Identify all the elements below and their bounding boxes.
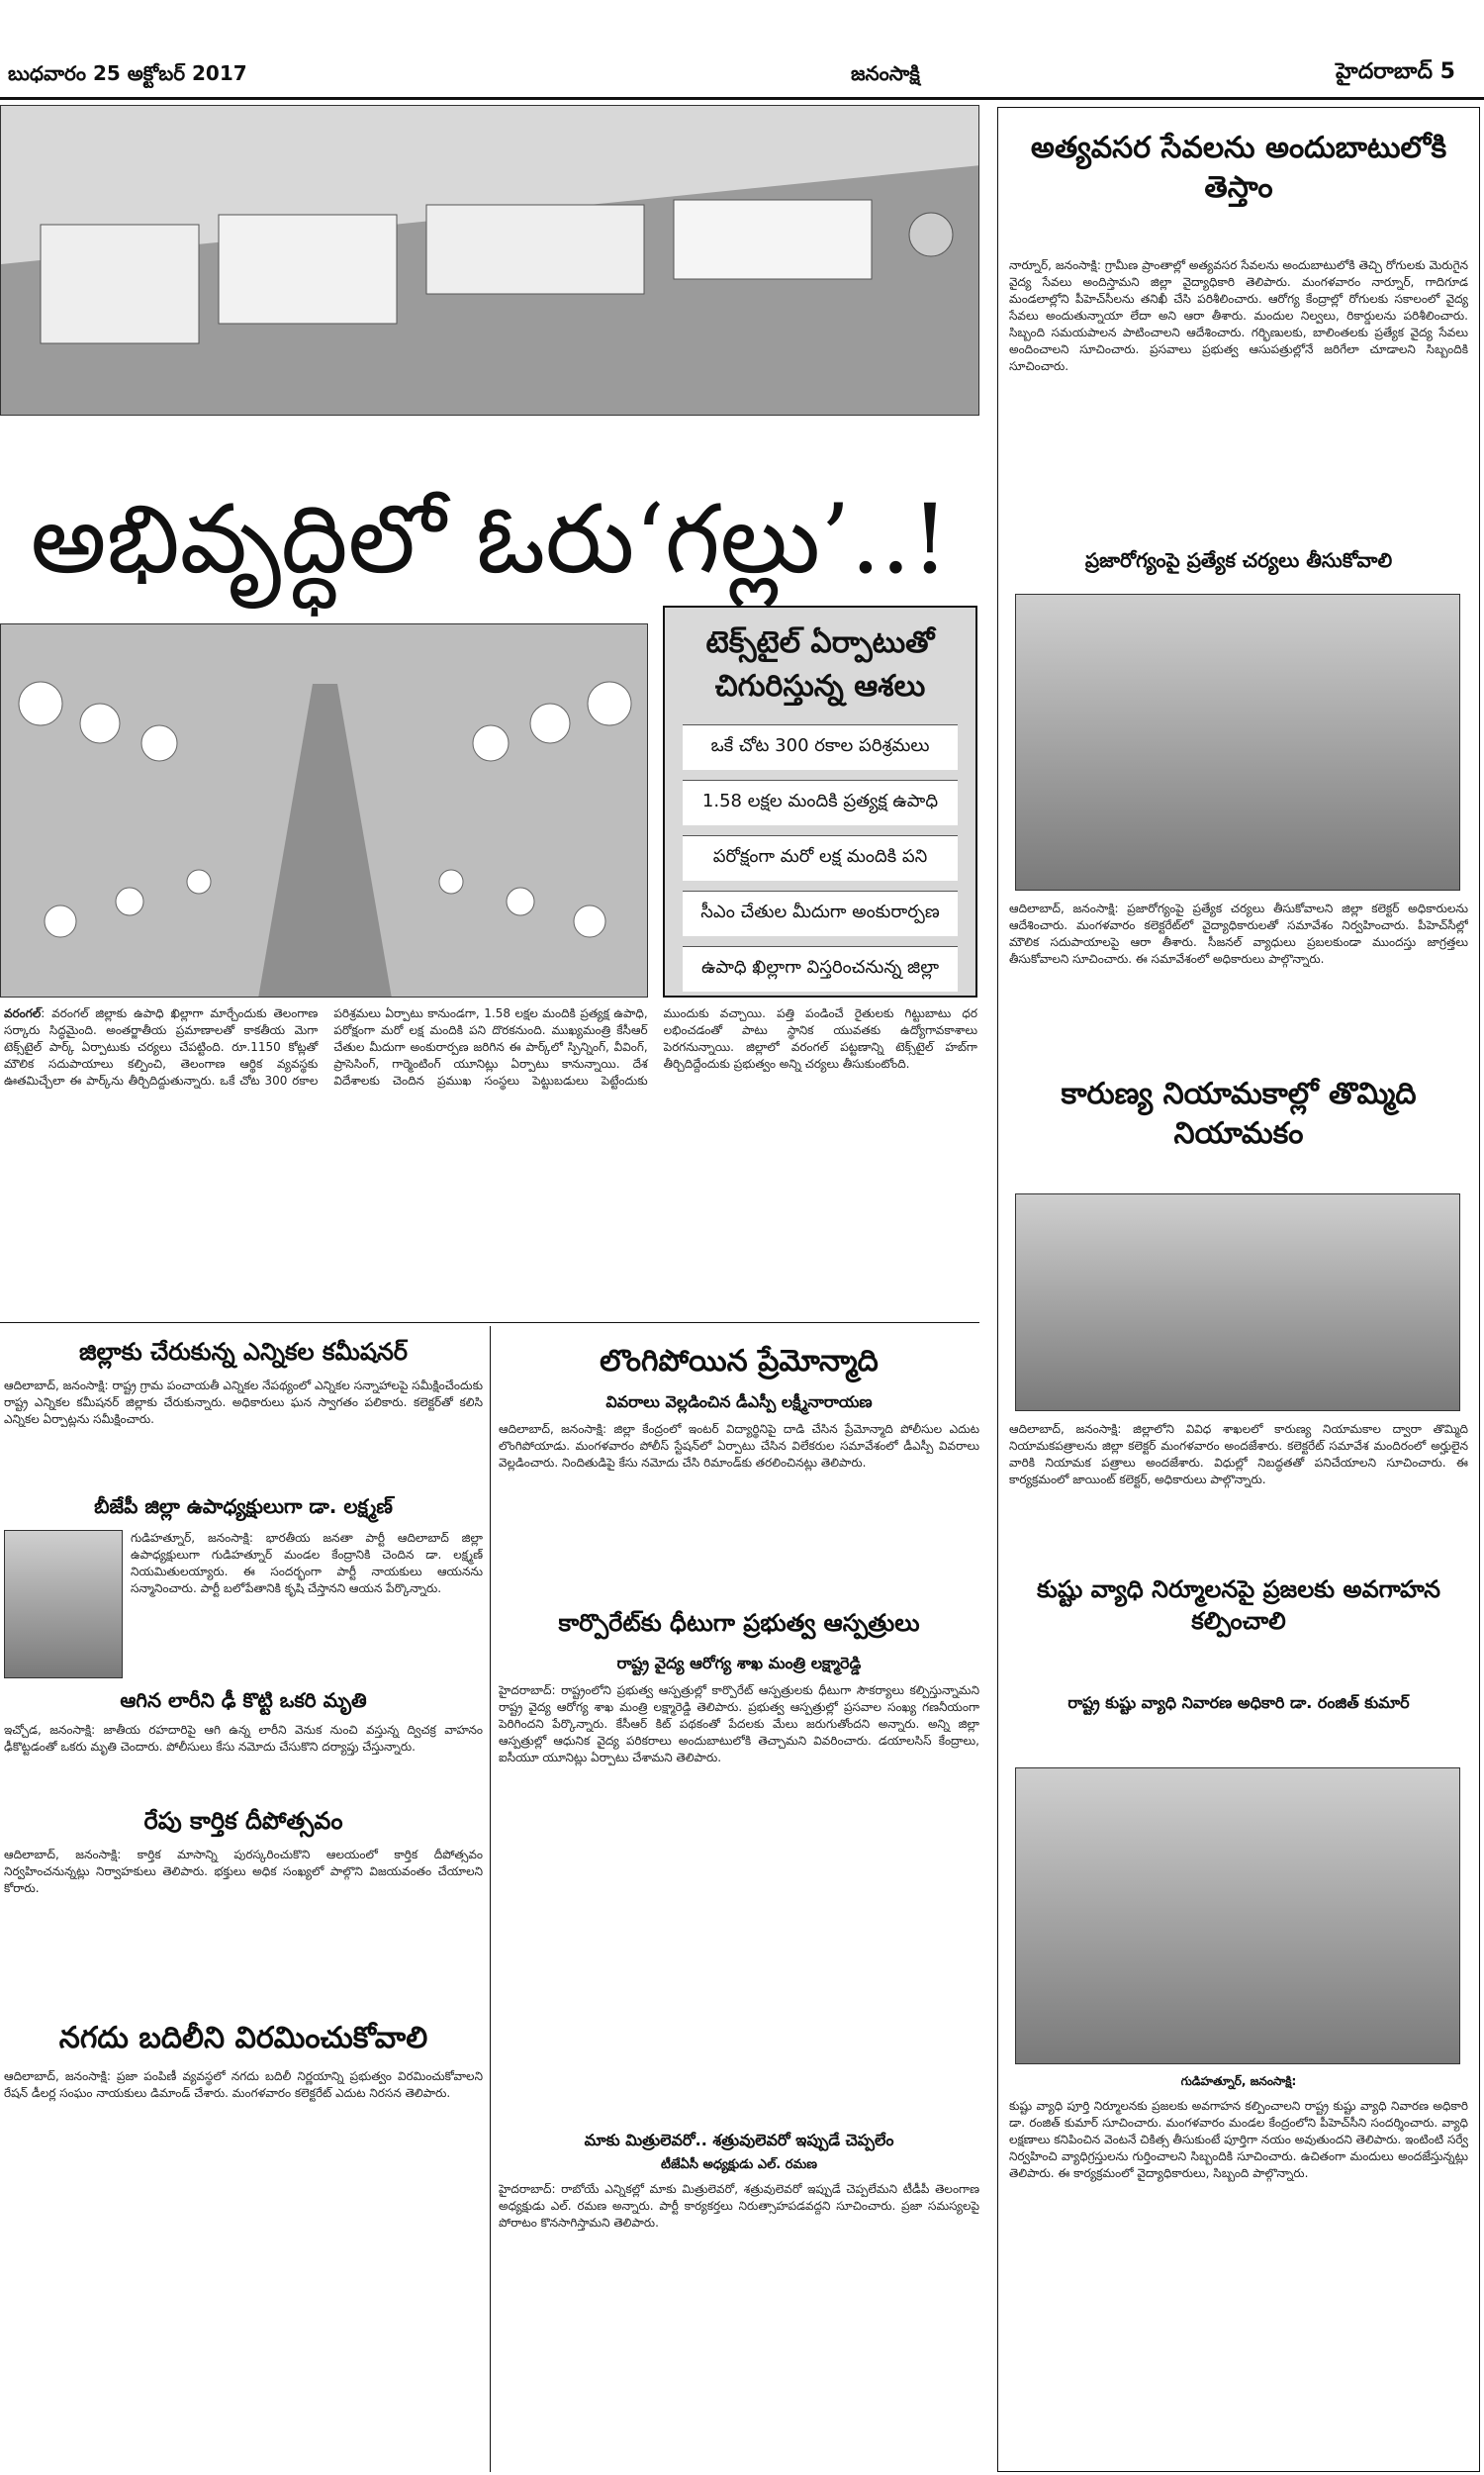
column-rule [490, 1326, 491, 2472]
bjp-vice-president-headline: బీజేపీ జిల్లా ఉపాధ్యక్షులుగా డా. లక్ష్మణ్ [94, 1494, 393, 1518]
highlights-box [663, 606, 977, 998]
stalker-surrender-deck: వివరాలు వెల్లడించిన డీఎస్పీ లక్ష్మీనారాయణ [605, 1392, 873, 1411]
highlight-item: ఒకే చోట 300 రకాల పరిశ్రమలు [683, 724, 958, 770]
compassionate-appointments-headline: కారుణ్య నియామకాల్లో తొమ్మిది నియామకం [1061, 1077, 1417, 1151]
election-commissioner-body: ఆదిలాబాద్, జనంసాక్షి: రాష్ట్ర గ్రామ పంచాయతీ ఎన్నికల నేపథ్యంలో ఎన్నికల సన్నాహాలపై సమీక్షించేందుకు రాష్ట్ర ఎన్నికల కమీషనర్ జిల్లాకు చేరుకున్నారు. అధికారులు ఘన స్వాగతం పలికారు. కలెక్టర్‌తో కలిసి ఎన్నికల ఏర్పాట్లను సమీక్షించారు. [4, 1379, 483, 1426]
emergency-services-headline: అత్యవసర సేవలను అందుబాటులోకి తెస్తాం [1030, 131, 1447, 205]
lead-dateline: వరంగల్ [4, 1006, 42, 1020]
govt-hospitals-body: హైదరాబాద్: రాష్ట్రంలోని ప్రభుత్వ ఆస్పత్రుల్లో కార్పొరేట్ ఆస్పత్రులకు ధీటుగా సౌకర్యాలు కల్పిస్తున్నామని రాష్ట్ర వైద్య ఆరోగ్య శాఖ మంత్రి లక్ష్మారెడ్డి తెలిపారు. ప్రభుత్వ ఆస్పత్రుల్లో ప్రసవాల సంఖ్య గణనీయంగా పెరిగిందని పేర్కొన్నారు. కేసీఆర్ కిట్ పథకంతో పేదలకు మేలు జరుగుతోందని అన్నారు. అన్ని జిల్లా ఆస్పత్రుల్లో ఆధునిక వైద్య పరికరాలు అందుబాటులోకి తెచ్చామని వివరించారు. డయాలసిస్ కేంద్రాలు, ఐసీయూ యూనిట్లు ఏర్పాటు చేశామని తెలిపారు. [499, 1683, 979, 1764]
lorry-accident-headline: ఆగిన లారీని ఢీ కొట్టి ఒకరి మృతి [120, 1688, 367, 1712]
lorry-accident-body: ఇచ్చోడ, జనంసాక్షి: జాతీయ రహదారిపై ఆగి ఉన్న లారీని వెనుక నుంచి వస్తున్న ద్విచక్ర వాహనం ఢీకొట్టడంతో ఒకరు మృతి చెందారు. పోలీసులు కేసు నమోదు చేసుకొని దర్యాప్తు చేస్తున్నారు. [4, 1723, 483, 1754]
page-number: 5 [1439, 59, 1455, 84]
public-health-body: ఆదిలాబాద్, జనంసాక్షి: ప్రజారోగ్యంపై ప్రత్యేక చర్యలు తీసుకోవాలని జిల్లా కలెక్టర్ అధికారులను ఆదేశించారు. మంగళవారం కలెక్టరేట్‌లో వైద్యాధికారులతో సమావేశం నిర్వహించారు. పీహెచ్‌సీల్లో మౌలిక సదుపాయాలపై ఆరా తీశారు. సీజనల్ వ్యాధులు ప్రబలకుండా ముందస్తు జాగ్రత్తలు తీసుకోవాలని సూచించారు. ఈ సమావేశంలో అధికారులు పాల్గొన్నారు. [1009, 902, 1468, 966]
spinning-mill-photo [0, 623, 648, 998]
leprosy-awareness-headline: కుష్టు వ్యాధి నిర్మూలనపై ప్రజలకు అవగాహన కల్పించాలి [1037, 1575, 1440, 1635]
compassionate-appointments-body: ఆదిలాబాద్, జనంసాక్షి: జిల్లాలోని వివిధ శాఖలలో కారుణ్య నియామకాల ద్వారా తొమ్మిది నియామకపత్రాలను జిల్లా కలెక్టర్ మంగళవారం అందజేశారు. కలెక్టరేట్ సమావేశ మందిరంలో అర్హులైన వారికి నియామక పత్రాలు అందజేశారు. విధుల్లో నిబద్ధతతో పనిచేయాలని సూచించారు. ఈ కార్యక్రమంలో జాయింట్ కలెక్టర్, అధికారులు పాల్గొన్నారు. [1009, 1422, 1468, 1486]
bjp-vice-president-body: గుడిహత్నూర్, జనంసాక్షి: భారతీయ జనతా పార్టీ ఆదిలాబాద్ జిల్లా ఉపాధ్యక్షులుగా గుడిహత్నూర్ మండల కేంద్రానికి చెందిన డా. లక్ష్మణ్ నియమితులయ్యారు. ఈ సందర్భంగా పార్టీ నాయకులు ఆయనను సన్మానించారు. పార్టీ బలోపేతానికి కృషి చేస్తానని ఆయన పేర్కొన్నారు. [131, 1531, 483, 1595]
highlight-item: 1.58 లక్షల మందికి ప్రత్యక్ష ఉపాధి [683, 780, 958, 825]
cash-transfer-headline: నగదు బదిలీని విరమించుకోవాలి [58, 2021, 428, 2055]
public-health-headline: ప్రజారోగ్యంపై ప్రత్యేక చర్యలు తీసుకోవాలి [1084, 548, 1393, 572]
stalker-surrender-headline: లొంగిపోయిన ప్రేమోన్మాది [600, 1344, 879, 1379]
highlight-item: సీఎం చేతుల మీదుగా అంకురార్పణ [683, 891, 958, 936]
avatar [4, 1530, 123, 1678]
leprosy-officer-photo [1015, 1767, 1460, 2064]
karthika-deepotsavam-headline: రేపు కార్తిక దీపోత్సవం [143, 1807, 343, 1835]
leprosy-awareness-deck: రాష్ట్ర కుష్టు వ్యాధి నివారణ అధికారి డా. రంజిత్ కుమార్ [1067, 1693, 1410, 1712]
lead-body-text: వరంగల్ జిల్లాకు ఉపాధి ఖిల్లాగా మార్చేందుకు తెలంగాణ సర్కారు సిద్ధమైంది. అంతర్జాతీయ ప్రమాణాలతో కాకతీయ మెగా టెక్స్‌టైల్ పార్క్ ఏర్పాటుకు చర్యలు చేపట్టింది. రూ.1150 కోట్లతో మౌలిక సదుపాయాలు కల్పించి, తెలంగాణ ఆర్థిక వ్యవస్థకు ఊతమిచ్చేలా ఈ పార్క్‌ను తీర్చిదిద్దుతున్నారు. ఒకే చోట 300 రకాల పరిశ్రమలు ఏర్పాటు కానుండగా, 1.58 లక్షల మందికి ప్రత్యక్ష ఉపాధి, పరోక్షంగా మరో లక్ష మందికి పని దొరకనుంది. ముఖ్యమంత్రి కేసీఆర్ చేతుల మీదుగా అంకురార్పణ జరిగిన ఈ పార్క్‌లో స్పిన్నింగ్, వీవింగ్, ప్రాసెసింగ్, గార్మెంటింగ్ యూనిట్లు ఏర్పాటు కానున్నాయి. దేశ విదేశాలకు చెందిన ప్రముఖ సంస్థలు పెట్టుబడులు పెట్టేందుకు ముందుకు వచ్చాయి. పత్తి పండించే రైతులకు గిట్టుబాటు ధర లభించడంతో పాటు స్థానిక యువతకు ఉద్యోగావకాశాలు పెరగనున్నాయి. జిల్లాలో వరంగల్ పట్టణాన్ని టెక్స్‌టైల్ హబ్‌గా తీర్చిదిద్దేందుకు ప్రభుత్వం అన్ని చర్యలు తీసుకుంటోంది. [4, 1006, 977, 1088]
newspaper-logo: జనంసాక్షి [851, 61, 920, 85]
textile-park-illustration [1, 106, 979, 416]
lead-body: వరంగల్: వరంగల్ జిల్లాకు ఉపాధి ఖిల్లాగా మార్చేందుకు తెలంగాణ సర్కారు సిద్ధమైంది. అంతర్జాతీయ ప్రమాణాలతో కాకతీయ మెగా టెక్స్‌టైల్ పార్క్ ఏర్పాటుకు చర్యలు చేపట్టింది. రూ.1150 కోట్లతో మౌలిక సదుపాయాలు కల్పించి, తెలంగాణ ఆర్థిక వ్యవస్థకు ఊతమిచ్చేలా ఈ పార్క్‌ను తీర్చిదిద్దుతున్నారు. ఒకే చోట 300 రకాల పరిశ్రమలు ఏర్పాటు కానుండగా, 1.58 లక్షల మందికి ప్రత్యక్ష ఉపాధి, పరోక్షంగా మరో లక్ష మందికి పని దొరకనుంది. ముఖ్యమంత్రి కేసీఆర్ చేతుల మీదుగా అంకురార్పణ జరిగిన ఈ పార్క్‌లో స్పిన్నింగ్, వీవింగ్, ప్రాసెసింగ్, గార్మెంటింగ్ యూనిట్లు ఏర్పాటు కానున్నాయి. దేశ విదేశాలకు చెందిన ప్రముఖ సంస్థలు పెట్టుబడులు పెట్టేందుకు ముందుకు వచ్చాయి. పత్తి పండించే రైతులకు గిట్టుబాటు ధర లభించడంతో పాటు స్థానిక యువతకు ఉద్యోగావకాశాలు పెరగనున్నాయి. జిల్లాలో వరంగల్ పట్టణాన్ని టెక్స్‌టైల్ హబ్‌గా తీర్చిదిద్దేందుకు ప్రభుత్వం అన్ని చర్యలు తీసుకుంటోంది. [4, 1006, 977, 1088]
govt-hospitals-headline: కార్పొరేట్‌కు ధీటుగా ప్రభుత్వ ఆస్పత్రులు [558, 1609, 920, 1637]
allies-enemies-headline: మాకు మిత్రులెవరో.. శత్రువులెవరో ఇప్పుడే చెప్పలేం [584, 2131, 894, 2149]
election-commissioner-headline: జిల్లాకు చేరుకున్న ఎన్నికల కమీషనర్ [78, 1338, 409, 1366]
allies-enemies-body: హైదరాబాద్: రాబోయే ఎన్నికల్లో మాకు మిత్రులెవరో, శత్రువులెవరో ఇప్పుడే చెప్పలేమని టీడీపీ తెలంగాణ అధ్యక్షుడు ఎల్. రమణ అన్నారు. పార్టీ కార్యకర్తలు నిరుత్సాహపడవద్దని సూచించారు. ప్రజా సమస్యలపై పోరాటం కొనసాగిస్తామని తెలిపారు. [499, 2182, 979, 2230]
cash-transfer-body: ఆదిలాబాద్, జనంసాక్షి: ప్రజా పంపిణీ వ్యవస్థలో నగదు బదిలీ నిర్ణయాన్ని ప్రభుత్వం విరమించుకోవాలని రేషన్ డీలర్ల సంఘం నాయకులు డిమాండ్ చేశారు. మంగళవారం కలెక్టరేట్ ఎదుట నిరసన తెలిపారు. [4, 2069, 483, 2100]
health-meeting-photo [1015, 594, 1460, 891]
edition-city: హైదరాబాద్ 5 [1336, 59, 1455, 84]
masthead-rule [0, 97, 1484, 100]
stalker-surrender-body: ఆదిలాబాద్, జనంసాక్షి: జిల్లా కేంద్రంలో ఇంటర్ విద్యార్థినిపై దాడి చేసిన ప్రేమోన్మాది పోలీసుల ఎదుట లొంగిపోయాడు. మంగళవారం పోలీస్ స్టేషన్‌లో ఏర్పాటు చేసిన విలేకరుల సమావేశంలో డీఎస్పీ వివరాలు వెల్లడించారు. నిందితుడిపై కేసు నమోదు చేసి రిమాండ్‌కు తరలించినట్లు తెలిపారు. [499, 1422, 979, 1470]
emergency-services-body: నార్నూర్, జనంసాక్షి: గ్రామీణ ప్రాంతాల్లో అత్యవసర సేవలను అందుబాటులోకి తెచ్చి రోగులకు మెరుగైన వైద్య సేవలు అందిస్తామని జిల్లా వైద్యాధికారి తెలిపారు. మంగళవారం నార్నూర్, గాదిగూడ మండలాల్లోని పీహెచ్‌సీలను తనిఖీ చేసి పరిశీలించారు. ఆరోగ్య కేంద్రాల్లో రోగులకు సకాలంలో వైద్య సేవలు అందుతున్నాయా లేదా అని ఆరా తీశారు. మందుల నిల్వలు, రికార్డులను పరిశీలించారు. సిబ్బంది సమయపాలన పాటించాలని ఆదేశించారు. గర్భిణులకు, బాలింతలకు ప్రత్యేక వైద్య సేవలు అందించాలని సూచించారు. ప్రసవాలు ప్రభుత్వ ఆసుపత్రుల్లోనే జరిగేలా చూడాలని సిబ్బందికి సూచించారు. [1009, 258, 1468, 373]
highlights-title: టెక్స్‌టైల్ ఏర్పాటుతో చిగురిస్తున్న ఆశలు [705, 625, 935, 704]
section-divider [0, 1322, 979, 1323]
allies-enemies-deck: టీజేఏసీ అధ్యక్షుడు ఎల్. రమణ [661, 2157, 817, 2172]
govt-hospitals-deck: రాష్ట్ర వైద్య ఆరోగ్య శాఖ మంత్రి లక్ష్మారెడ్డి [616, 1654, 862, 1672]
karthika-deepotsavam-body: ఆదిలాబాద్, జనంసాక్షి: కార్తిక మాసాన్ని పురస్కరించుకొని ఆలయంలో కార్తిక దీపోత్సవం నిర్వహించనున్నట్లు నిర్వాహకులు తెలిపారు. భక్తులు అధిక సంఖ్యలో పాల్గొని విజయవంతం చేయాలని కోరారు. [4, 1848, 483, 1895]
appointment-ceremony-photo [1015, 1193, 1460, 1411]
leprosy-awareness-body: కుష్టు వ్యాధి పూర్తి నిర్మూలనకు ప్రజలకు అవగాహన కల్పించాలని రాష్ట్ర కుష్టు వ్యాధి నివారణ అధికారి డా. రంజిత్ కుమార్ సూచించారు. మంగళవారం మండల కేంద్రంలోని పీహెచ్‌సీని సందర్శించారు. వ్యాధి లక్షణాలు కనిపించిన వెంటనే చికిత్స తీసుకుంటే పూర్తిగా నయం అవుతుందని తెలిపారు. ఇంటింటి సర్వే నిర్వహించి వ్యాధిగ్రస్తులను గుర్తించాలని సిబ్బందికి సూచించారు. ఉచితంగా మందులు అందజేస్తున్నట్లు తెలిపారు. ఈ కార్యక్రమంలో వైద్యాధికారులు, సిబ్బంది పాల్గొన్నారు. [1009, 2099, 1468, 2180]
leprosy-caption: గుడిహత్నూర్, జనంసాక్షి: [1180, 2074, 1297, 2088]
lead-headline: అభివృద్ధిలో ఓరు‘గల్లు’..! [30, 484, 950, 595]
highlight-item: ఉపాధి ఖిల్లాగా విస్తరించనున్న జిల్లా [683, 946, 958, 992]
textile-park-aerial-photo [0, 105, 979, 416]
highlight-item: పరోక్షంగా మరో లక్ష మందికి పని [683, 835, 958, 881]
spinning-mill-illustration [1, 624, 648, 998]
issue-date: బుధవారం 25 అక్టోబర్ 2017 [8, 61, 247, 85]
